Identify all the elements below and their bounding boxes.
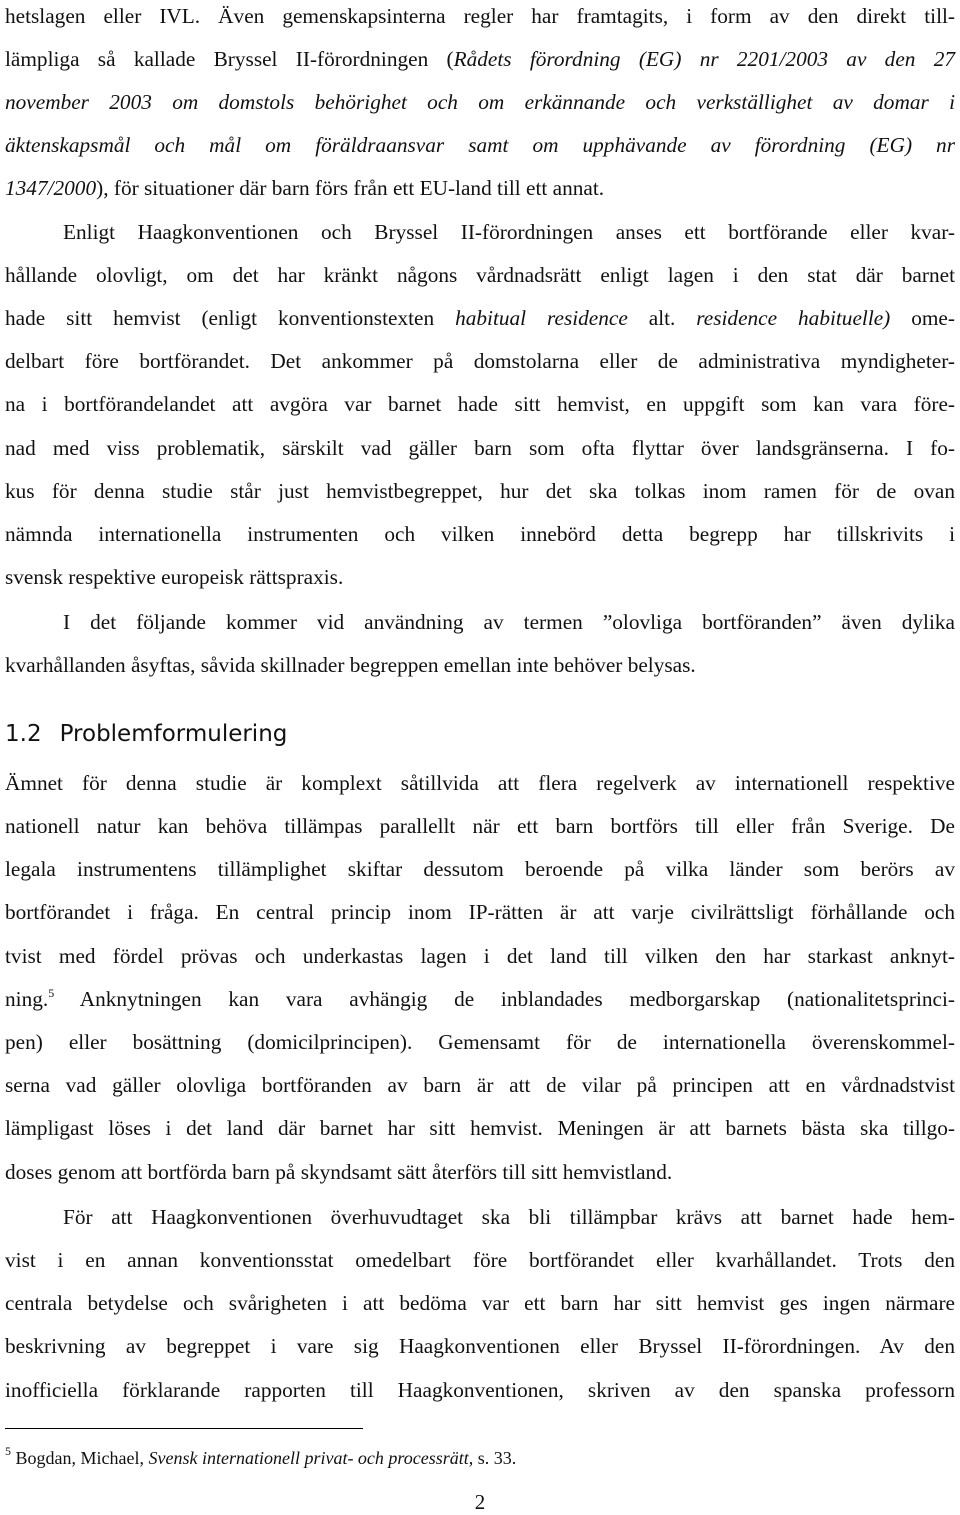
text-line: äktenskapsmål och mål om föräldraansvar samt om upphävande av förordning (EG) nr (5, 133, 955, 157)
footnote: $^5$ Bogdan, Michael, Svensk internationell privat- och processrätt, s. 33. (5, 1444, 517, 1468)
text-line: serna vad gäller olovliga bortföranden av barn är att de vilar på principen att en vårdnadstvist (5, 1073, 955, 1097)
footnote-separator (5, 1428, 363, 1429)
text-line: inofficiella förklarande rapporten till Haagkonventionen, skriven av den spanska professorn (5, 1378, 955, 1402)
text-line: doses genom att bortförda barn på skyndsamt sätt återförs till sitt hemvistland. (5, 1160, 673, 1184)
text-line: vist i en annan konventionsstat omedelbart före bortförandet eller kvarhållandet. Trots den (5, 1248, 955, 1272)
text-line: För att Haagkonventionen överhuvudtaget ska bli tillämpbar krävs att barnet hade hem- (63, 1205, 955, 1229)
section-number: 1.2 (5, 721, 42, 747)
text-line: november 2003 om domstols behörighet och om erkännande och verkställighet av domar i (5, 90, 955, 114)
text-line: lämpligast löses i det land där barnet har sitt hemvist. Meningen är att barnets bästa ska tillgo- (5, 1116, 955, 1140)
text-line: nationell natur kan behöva tillämpas parallellt när ett barn bortförs till eller från Sverige. De (5, 814, 955, 838)
text-line: hade sitt hemvist (enligt konventionstexten habitual residence alt. residence habituelle) ome- (5, 306, 955, 330)
text-line: legala instrumentens tillämplighet skiftar dessutom beroende på vilka länder som berörs av (5, 857, 955, 881)
footnote-mark: 5 (5, 1444, 11, 1458)
text-line: delbart före bortförandet. Det ankommer på domstolarna eller de administrativa myndigheter- (5, 349, 955, 373)
text-line: svensk respektive europeisk rättspraxis. (5, 565, 344, 589)
text-line: nämnda internationella instrumenten och vilken innebörd detta begrepp har tillskrivits i (5, 522, 955, 546)
text-line: hållande olovligt, om det har kränkt någons vårdnadsrätt enligt lagen i den stat där barnet (5, 263, 955, 287)
text-line: I det följande kommer vid användning av termen ”olovliga bortföranden” även dylika (63, 610, 955, 634)
text-line: Ämnet för denna studie är komplext såtillvida att flera regelverk av internationell respektive (5, 771, 955, 795)
section-heading (5, 718, 287, 750)
page-number: 2 (474, 1490, 486, 1514)
footnote-ref[interactable]: 5 (48, 986, 55, 1000)
text-line: bortförandet i fråga. En central princip inom IP-rätten är att varje civilrättsligt förhållande och (5, 900, 955, 924)
text-line: ning.$^5$ Anknytningen kan vara avhängig de inblandades medborgarskap (nationalitetsprinci- (5, 986, 955, 1011)
text-line: hetslagen eller IVL. Även gemenskapsinterna regler har framtagits, i form av den direkt till- (5, 4, 955, 28)
text-line: kvarhållanden åsyftas, såvida skillnader begreppen emellan inte behöver belysas. (5, 653, 696, 677)
text-line: beskrivning av begreppet i vare sig Haagkonventionen eller Bryssel II-förordningen. Av den (5, 1334, 955, 1358)
text-line: centrala betydelse och svårigheten i att bedöma var ett barn har sitt hemvist ges ingen närmare (5, 1291, 955, 1315)
text-line: nad med viss problematik, särskilt vad gäller barn som ofta flyttar över landsgränserna. I fo- (5, 436, 955, 460)
text-line: na i bortförandelandet att avgöra var barnet hade sitt hemvist, en uppgift som kan vara före- (5, 392, 955, 416)
section-title: Problemformulering (59, 721, 288, 747)
text-line: 1347/2000), för situationer där barn förs från ett EU-land till ett annat. (5, 176, 605, 200)
text-line: lämpliga så kallade Bryssel II-förordningen (Rådets förordning (EG) nr 2201/2003 av den 27 (5, 47, 955, 71)
text-line: pen) eller bosättning (domicilprincipen). Gemensamt för de internationella överenskommel- (5, 1030, 955, 1054)
text-line: kus för denna studie står just hemvistbegreppet, hur det ska tolkas inom ramen för de ovan (5, 479, 955, 503)
text-line: Enligt Haagkonventionen och Bryssel II-förordningen anses ett bortförande eller kvar- (63, 220, 955, 244)
text-line: tvist med fördel prövas och underkastas lagen i det land till vilken den har starkast anknyt- (5, 944, 955, 968)
